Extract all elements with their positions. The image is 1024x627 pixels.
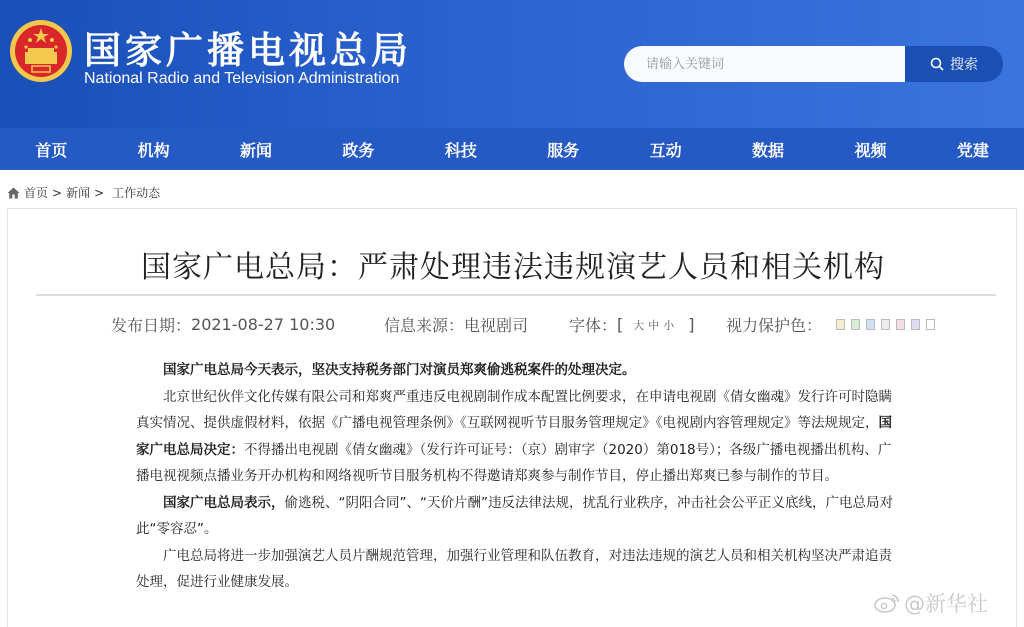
breadcrumb-current[interactable]: 工作动态 <box>112 186 161 200</box>
font-size-open-bracket: [ <box>617 315 624 334</box>
search-icon <box>930 57 944 71</box>
breadcrumb <box>7 184 160 201</box>
national-emblem-icon[interactable] <box>8 18 74 84</box>
nav-item-technology[interactable]: 科技 <box>444 140 477 160</box>
nav-item-news[interactable]: 新闻 <box>240 140 273 160</box>
nav-item-organization[interactable]: 机构 <box>137 140 170 160</box>
publish-date-value: 2021-08-27 10:30 <box>191 315 336 334</box>
eye-protection-colors <box>726 313 935 336</box>
weibo-icon <box>874 592 900 614</box>
article-title: 国家广电总局：严肃处理违法违规演艺人员和相关机构 <box>141 250 885 285</box>
paragraph-2-tail: 不得播出电视剧《倩女幽魂》（发行许可证号：（京）剧审字（2020）第018号）；各级广播电视播出机构、广播电视视频点播业务开办机构和网络视听节目服务机构不得邀请郑爽参与制作节目，停止播出郑爽已参与制作的节目。 <box>136 441 892 484</box>
paragraph-3-text: 偷逃税、“阴阳合同”、“天价片酬”违反法律法规，扰乱行业秩序，冲击社会公平正义底线，广电总局对此“零容忍”。 <box>136 494 893 537</box>
breadcrumb-news[interactable]: 新闻 <box>66 186 91 200</box>
watermark <box>874 588 988 618</box>
paragraph-3-bold: 国家广电总局表示， <box>163 494 285 511</box>
search-button[interactable] <box>905 46 1003 82</box>
nav-item-party-building[interactable]: 党建 <box>956 140 989 160</box>
title-divider <box>36 294 996 296</box>
swatch-blue[interactable] <box>866 319 875 330</box>
nav-item-services[interactable]: 服务 <box>547 140 580 160</box>
site-title-en: National Radio and Television Administration <box>84 70 400 87</box>
publish-date-label: 发布日期： <box>111 316 192 335</box>
search-input[interactable] <box>624 46 910 82</box>
swatch-pink[interactable] <box>896 319 905 330</box>
font-size-medium[interactable]: 中 <box>648 318 664 332</box>
paragraph-4 <box>136 543 896 596</box>
paragraph-1-text: 国家广电总局今天表示，坚决支持税务部门对演员郑爽偷逃税案件的处理决定。 <box>163 362 636 378</box>
breadcrumb-home[interactable]: 首页 <box>24 186 49 200</box>
source <box>384 313 528 336</box>
paragraph-2-bold: 国家广电总局决定： <box>136 415 892 458</box>
site-title[interactable]: 国家广播电视总局 <box>84 29 412 72</box>
eye-protection-label: 视力保护色： <box>726 316 823 335</box>
source-label: 信息来源： <box>384 316 465 335</box>
swatch-gray[interactable] <box>881 319 890 330</box>
source-value: 电视剧司 <box>464 316 529 335</box>
paragraph-2 <box>136 384 896 490</box>
breadcrumb-separator: > <box>52 185 63 200</box>
nav-item-government-affairs[interactable]: 政务 <box>342 140 375 160</box>
swatch-yellow[interactable] <box>836 319 845 330</box>
watermark-text: @新华社 <box>904 592 988 616</box>
main-nav <box>0 128 1024 170</box>
font-size-close-bracket: ] <box>688 315 695 334</box>
nav-item-home[interactable]: 首页 <box>35 140 68 160</box>
font-size-large[interactable]: 大 <box>633 318 649 332</box>
article-body <box>136 357 896 596</box>
paragraph-2-text: 北京世纪伙伴文化传媒有限公司和郑爽严重违反电视剧制作成本配置比例要求，在申请电视剧《倩女幽魂》发行许可时隐瞒真实情况、提供虚假材料，依据《广播电视管理条例》《互联网视听节目服务管理规定》《电视剧内容管理规定》等法规规定， <box>136 388 892 431</box>
swatch-purple[interactable] <box>911 319 920 330</box>
site-header <box>0 0 1024 128</box>
paragraph-3 <box>136 490 896 543</box>
article-panel <box>7 208 1017 627</box>
nav-item-interaction[interactable]: 互动 <box>649 140 682 160</box>
publish-date <box>111 313 335 336</box>
swatch-white[interactable] <box>926 319 935 330</box>
color-swatches <box>836 319 935 330</box>
nav-item-video[interactable]: 视频 <box>854 140 887 160</box>
breadcrumb-separator: > <box>94 185 105 200</box>
font-size-small[interactable]: 小 <box>663 318 679 332</box>
search-button-label: 搜索 <box>950 57 978 73</box>
font-size-controls <box>569 313 695 336</box>
font-size-label: 字体： <box>569 316 618 335</box>
paragraph-4-text: 广电总局将进一步加强演艺人员片酬规范管理，加强行业管理和队伍教育，对违法违规的演艺人员和相关机构坚决严肃追责处理，促进行业健康发展。 <box>136 547 892 590</box>
home-icon <box>7 187 20 199</box>
paragraph-1 <box>136 357 896 384</box>
swatch-green[interactable] <box>851 319 860 330</box>
nav-item-data[interactable]: 数据 <box>752 140 785 160</box>
